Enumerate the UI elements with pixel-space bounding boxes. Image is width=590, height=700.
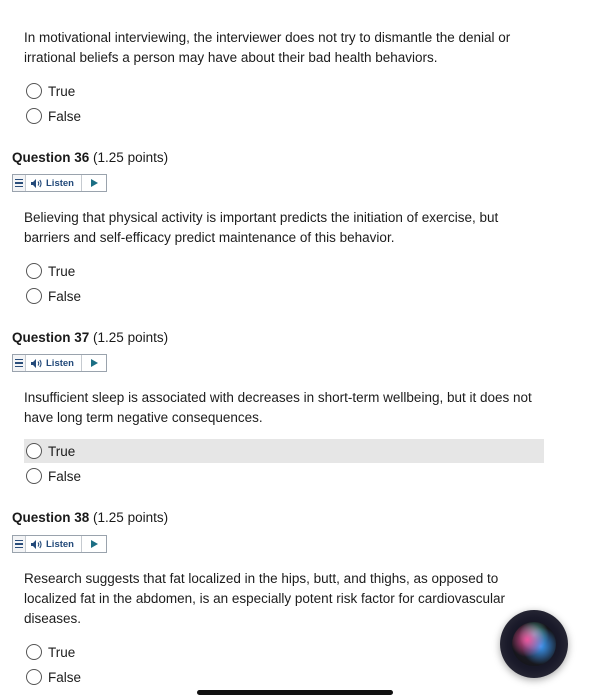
radio-button[interactable]	[26, 644, 42, 660]
play-button[interactable]	[81, 175, 106, 191]
play-icon	[91, 179, 98, 187]
siri-icon[interactable]	[500, 610, 568, 678]
radio-button[interactable]	[26, 83, 42, 99]
menu-icon[interactable]	[13, 536, 26, 552]
listen-label: Listen	[46, 357, 74, 369]
listen-button[interactable]	[12, 354, 107, 372]
play-button[interactable]	[81, 536, 106, 552]
option-false[interactable]	[24, 464, 544, 488]
home-indicator[interactable]	[197, 690, 393, 695]
radio-button[interactable]	[26, 669, 42, 685]
option-false[interactable]	[24, 104, 544, 128]
question-text: In motivational interviewing, the interviewer does not try to dismantle the denial or irrational beliefs a person may have about their bad health behaviors.	[24, 30, 511, 65]
option-label: False	[48, 468, 82, 484]
question-points: (1.25 points)	[93, 510, 169, 525]
option-true[interactable]	[24, 79, 544, 103]
option-label: False	[48, 669, 82, 685]
listen-label: Listen	[46, 177, 74, 189]
option-label: True	[48, 83, 76, 99]
option-label: True	[48, 443, 76, 459]
radio-button[interactable]	[26, 468, 42, 484]
option-false[interactable]	[24, 665, 544, 689]
option-true[interactable]	[24, 640, 544, 664]
option-true[interactable]	[24, 439, 544, 463]
question-header	[12, 510, 168, 525]
question-points: (1.25 points)	[93, 150, 169, 165]
question-text: Insufficient sleep is associated with decreases in short-term wellbeing, but it does not have long term negative consequences.	[24, 390, 532, 425]
option-false[interactable]	[24, 284, 544, 308]
listen-button[interactable]	[12, 535, 107, 553]
menu-icon[interactable]	[13, 355, 26, 371]
question-points: (1.25 points)	[93, 330, 169, 345]
option-label: False	[48, 108, 82, 124]
option-label: True	[48, 644, 76, 660]
option-true[interactable]	[24, 259, 544, 283]
question-header	[12, 330, 168, 345]
play-button[interactable]	[81, 355, 106, 371]
question-number: Question 36	[12, 150, 90, 165]
siri-orb	[512, 622, 556, 666]
listen-button[interactable]	[12, 174, 107, 192]
option-label: False	[48, 288, 82, 304]
speaker-icon	[30, 539, 43, 550]
radio-button[interactable]	[26, 263, 42, 279]
menu-icon[interactable]	[13, 175, 26, 191]
radio-button[interactable]	[26, 443, 42, 459]
radio-button[interactable]	[26, 108, 42, 124]
speaker-icon	[30, 358, 43, 369]
play-icon	[91, 540, 98, 548]
listen-label: Listen	[46, 538, 74, 550]
question-number: Question 37	[12, 330, 90, 345]
question-header	[12, 150, 168, 165]
question-text: Research suggests that fat localized in the hips, butt, and thighs, as opposed to localized fat in the abdomen, is an especially potent risk factor for cardiovascular diseases.	[24, 571, 505, 626]
option-label: True	[48, 263, 76, 279]
play-icon	[91, 359, 98, 367]
question-text: Believing that physical activity is important predicts the initiation of exercise, but barriers and self-efficacy predict maintenance of this behavior.	[24, 210, 499, 245]
radio-button[interactable]	[26, 288, 42, 304]
speaker-icon	[30, 178, 43, 189]
question-number: Question 38	[12, 510, 90, 525]
